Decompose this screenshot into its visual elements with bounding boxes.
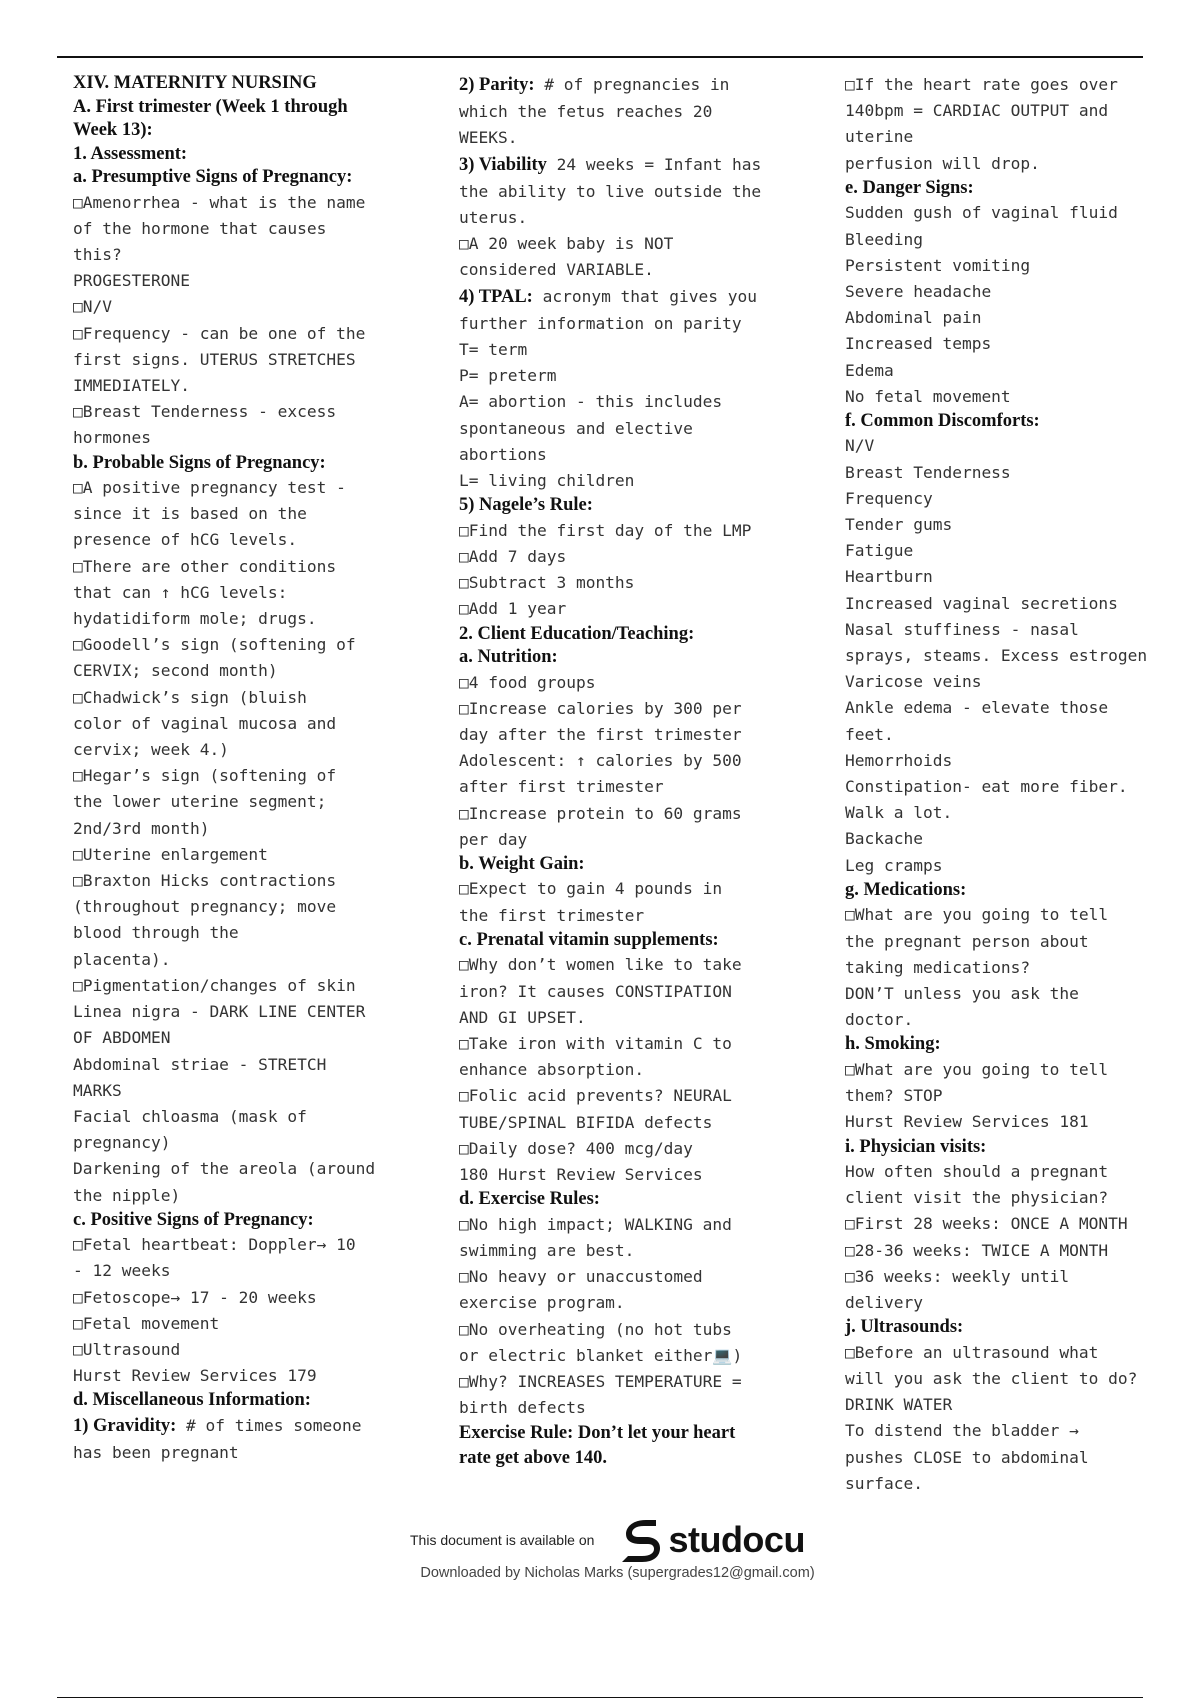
text-line: cervix; week 4.): [73, 740, 229, 760]
text-line: presence of hCG levels.: [73, 530, 298, 550]
term-label: 4) TPAL:: [459, 286, 533, 307]
text-line: □First 28 weeks: ONCE A MONTH: [845, 1214, 1128, 1234]
text-line: □Amenorrhea - what is the name: [73, 192, 366, 212]
text-line: color of vaginal mucosa and: [73, 713, 337, 733]
text-line: □Before an ultrasound what: [845, 1342, 1099, 1362]
text-line: of the hormone that causes: [73, 218, 327, 238]
section-heading: i. Physician visits:: [845, 1136, 987, 1157]
text-line: □A 20 week baby is NOT: [459, 234, 674, 254]
text-line: (throughout pregnancy; move: [73, 897, 337, 917]
text-line: □Why? INCREASES TEMPERATURE =: [459, 1371, 742, 1391]
text-line: Fatigue: [845, 541, 914, 561]
text-line: □36 weeks: weekly until: [845, 1266, 1070, 1286]
text-line: pushes CLOSE to abdominal: [845, 1447, 1089, 1467]
section-heading: 1. Assessment:: [73, 143, 188, 164]
text-line: □Chadwick’s sign (bluish: [73, 687, 307, 707]
text-line: day after the first trimester: [459, 724, 742, 744]
text-line: PROGESTERONE: [73, 271, 190, 291]
text-line: □Find the first day of the LMP: [459, 520, 752, 540]
term-text: # of pregnancies in: [534, 75, 730, 94]
text-line: □What are you going to tell: [845, 1059, 1109, 1079]
section-heading: h. Smoking:: [845, 1034, 941, 1055]
text-line: pregnancy): [73, 1133, 171, 1153]
section-heading: 2. Client Education/Teaching:: [459, 623, 695, 644]
text-line: per day: [459, 829, 528, 849]
text-line: □28-36 weeks: TWICE A MONTH: [845, 1240, 1109, 1260]
term-text: acronym that gives you: [532, 286, 757, 306]
text-line: □If the heart rate goes over: [845, 75, 1118, 94]
downloaded-by-text: Downloaded by Nicholas Marks (supergrades12@gmail.com): [420, 1565, 815, 1581]
text-line: □What are you going to tell: [845, 905, 1109, 925]
text-line: client visit the physician?: [845, 1188, 1109, 1208]
text-line: abortions: [459, 444, 547, 464]
text-line: considered VARIABLE.: [459, 260, 654, 280]
text-line: exercise program.: [459, 1293, 625, 1313]
text-line: No fetal movement: [845, 386, 1011, 406]
studocu-banner[interactable]: [410, 1512, 805, 1568]
section-heading: d. Miscellaneous Information:: [73, 1390, 311, 1411]
text-line: perfusion will drop.: [845, 153, 1040, 173]
text-line: 140bpm = CARDIAC OUTPUT and: [845, 101, 1109, 121]
text-line: enhance absorption.: [459, 1060, 645, 1080]
text-line: - 12 weeks: [73, 1261, 171, 1281]
section-heading: XIV. MATERNITY NURSING: [73, 73, 317, 93]
term-text: 24 weeks = Infant has: [546, 154, 762, 174]
text-line: □Take iron with vitamin C to: [459, 1034, 732, 1053]
bottom-rule: [57, 1697, 1143, 1698]
text-line: Facial chloasma (mask of: [73, 1106, 307, 1126]
text-line: that can ↑ hCG levels:: [73, 582, 288, 602]
text-line: OF ABDOMEN: [73, 1028, 171, 1048]
text-line: □Uterine enlargement: [73, 844, 268, 864]
text-line: □Subtract 3 months: [459, 573, 635, 593]
section-heading: f. Common Discomforts:: [845, 410, 1040, 431]
text-line: the first trimester: [459, 905, 645, 925]
section-heading: j. Ultrasounds:: [845, 1317, 964, 1338]
text-line: Backache: [845, 829, 923, 849]
text-line: L= living children: [459, 471, 635, 491]
text-line: □Why don’t women like to take: [459, 955, 742, 975]
text-line: hormones: [73, 428, 151, 448]
text-line: iron? It causes CONSTIPATION: [459, 981, 732, 1001]
section-heading: d. Exercise Rules:: [459, 1189, 600, 1210]
exercise-rule-note: rate get above 140.: [459, 1448, 607, 1469]
text-line: DON’T unless you ask the: [845, 984, 1079, 1003]
text-line: A= abortion - this includes: [459, 392, 723, 412]
term-text: # of times someone: [176, 1415, 362, 1435]
text-line: blood through the: [73, 923, 239, 943]
text-line: swimming are best.: [459, 1240, 635, 1260]
section-heading: b. Weight Gain:: [459, 853, 585, 874]
text-line: □Goodell’s sign (softening of: [73, 635, 356, 655]
text-line: Constipation- eat more fiber.: [845, 777, 1128, 797]
text-line: □Pigmentation/changes of skin: [73, 975, 356, 995]
section-heading: a. Presumptive Signs of Pregnancy:: [73, 167, 353, 187]
text-line: the lower uterine segment;: [73, 792, 327, 812]
text-line: □Add 1 year: [459, 599, 567, 619]
text-line: □Braxton Hicks contractions: [73, 871, 337, 891]
text-line: MARKS: [73, 1080, 122, 1100]
text-line: placenta).: [73, 949, 171, 969]
text-line: taking medications?: [845, 957, 1031, 977]
term-label: 2) Parity:: [459, 75, 535, 95]
text-line: feet.: [845, 724, 894, 744]
text-line: □Fetal movement: [73, 1313, 220, 1333]
text-line: Frequency: [845, 488, 933, 508]
section-heading: a. Nutrition:: [459, 647, 558, 668]
text-line: the pregnant person about: [845, 931, 1089, 951]
text-line: □Daily dose? 400 mcg/day: [459, 1138, 693, 1158]
term-label: 3) Viability: [459, 154, 547, 175]
text-line: doctor.: [845, 1010, 914, 1030]
text-line: Darkening of the areola (around: [73, 1159, 376, 1179]
text-line: spontaneous and elective: [459, 418, 693, 438]
text-line: Tender gums: [845, 515, 953, 535]
text-line: □No heavy or unaccustomed: [459, 1267, 703, 1287]
text-line: the ability to live outside the: [459, 181, 762, 201]
term-line: [73, 1413, 403, 1440]
text-line: or electric blanket either💻): [459, 1345, 743, 1365]
text-line: Bleeding: [845, 229, 923, 249]
text-line: AND GI UPSET.: [459, 1007, 586, 1027]
text-line: after first trimester: [459, 777, 664, 797]
text-line: □Breast Tenderness - excess: [73, 402, 337, 422]
text-line: Linea nigra - DARK LINE CENTER: [73, 1002, 366, 1022]
text-line: Ankle edema - elevate those: [845, 698, 1109, 718]
text-line: DRINK WATER: [845, 1395, 953, 1415]
text-line: since it is based on the: [73, 504, 307, 524]
section-heading: c. Prenatal vitamin supplements:: [459, 929, 719, 950]
text-line: Severe headache: [845, 281, 992, 301]
text-line: Increased temps: [845, 334, 992, 354]
text-line: which the fetus reaches 20: [459, 102, 713, 122]
text-line: 2nd/3rd month): [73, 818, 210, 838]
text-line: To distend the bladder →: [845, 1421, 1079, 1441]
text-line: Hurst Review Services 179: [73, 1366, 317, 1386]
studocu-logo-icon: [616, 1516, 662, 1564]
text-line: Increased vaginal secretions: [845, 593, 1118, 613]
text-line: Edema: [845, 360, 894, 380]
top-rule: [57, 56, 1143, 58]
section-heading: A. First trimester (Week 1 through: [73, 96, 348, 117]
text-line: sprays, steams. Excess estrogen: [845, 646, 1148, 666]
text-line: Walk a lot.: [845, 803, 953, 823]
text-line: □Folic acid prevents? NEURAL: [459, 1086, 732, 1106]
text-line: has been pregnant: [73, 1443, 239, 1463]
text-line: □No overheating (no hot tubs: [459, 1319, 732, 1339]
text-line: Nasal stuffiness - nasal: [845, 619, 1079, 639]
column-3: [845, 72, 1175, 1497]
section-heading: g. Medications:: [845, 879, 967, 900]
text-line: Varicose veins: [845, 672, 982, 692]
text-line: Heartburn: [845, 567, 933, 587]
text-line: T= term: [459, 340, 528, 360]
section-heading: 5) Nagele’s Rule:: [459, 495, 593, 516]
text-line: further information on parity: [459, 313, 742, 333]
text-line: □No high impact; WALKING and: [459, 1214, 732, 1234]
term-line: [459, 284, 789, 311]
text-line: WEEKS.: [459, 128, 518, 148]
text-line: CERVIX; second month): [73, 661, 278, 681]
column-1: [73, 72, 403, 1466]
term-line: [459, 72, 789, 99]
text-line: How often should a pregnant: [845, 1162, 1109, 1182]
column-2: [459, 72, 789, 1471]
text-line: Sudden gush of vaginal fluid: [845, 203, 1118, 223]
text-line: □Fetoscope→ 17 - 20 weeks: [73, 1287, 317, 1307]
text-line: Persistent vomiting: [845, 255, 1031, 275]
text-line: Adolescent: ↑ calories by 500: [459, 751, 742, 771]
text-line: □There are other conditions: [73, 556, 337, 576]
text-line: IMMEDIATELY.: [73, 375, 190, 395]
text-line: this?: [73, 244, 122, 264]
text-line: surface.: [845, 1473, 923, 1493]
text-line: □Expect to gain 4 pounds in: [459, 879, 723, 899]
exercise-rule-note: Exercise Rule: Don’t let your heart: [459, 1423, 736, 1444]
text-line: □Increase protein to 60 grams: [459, 803, 742, 823]
text-line: them? STOP: [845, 1086, 943, 1106]
text-line: hydatidiform mole; drugs.: [73, 609, 317, 629]
text-line: Abdominal striae - STRETCH: [73, 1054, 327, 1074]
text-line: will you ask the client to do?: [845, 1368, 1138, 1388]
text-line: Breast Tenderness: [845, 462, 1011, 482]
text-line: delivery: [845, 1293, 923, 1313]
text-line: □Ultrasound: [73, 1340, 181, 1360]
text-line: □N/V: [73, 297, 112, 317]
text-line: Hemorrhoids: [845, 750, 953, 770]
text-line: □Frequency - can be one of the: [73, 323, 366, 343]
text-line: first signs. UTERUS STRETCHES: [73, 349, 356, 369]
text-line: □4 food groups: [459, 672, 596, 692]
section-heading: Week 13):: [73, 120, 153, 140]
text-line: Leg cramps: [845, 855, 943, 875]
text-line: uterine: [845, 127, 914, 147]
text-line: uterus.: [459, 208, 528, 228]
text-line: Hurst Review Services 181: [845, 1112, 1089, 1132]
text-line: TUBE/SPINAL BIFIDA defects: [459, 1112, 713, 1132]
text-line: □Hegar’s sign (softening of: [73, 766, 337, 786]
text-line: birth defects: [459, 1398, 586, 1418]
text-line: □Increase calories by 300 per: [459, 698, 742, 718]
term-line: [459, 152, 789, 179]
section-heading: c. Positive Signs of Pregnancy:: [73, 1209, 314, 1230]
section-heading: e. Danger Signs:: [845, 177, 974, 198]
text-line: □A positive pregnancy test -: [73, 478, 346, 498]
section-heading: b. Probable Signs of Pregnancy:: [73, 452, 326, 473]
available-on-text: This document is available on: [410, 1532, 595, 1548]
text-line: the nipple): [73, 1185, 181, 1205]
text-line: 180 Hurst Review Services: [459, 1165, 703, 1185]
text-line: N/V: [845, 436, 875, 456]
text-line: P= preterm: [459, 366, 557, 386]
text-line: Abdominal pain: [845, 308, 982, 328]
text-line: □Fetal heartbeat: Doppler→ 10: [73, 1235, 356, 1255]
text-line: □Add 7 days: [459, 546, 567, 566]
studocu-brand: studocu: [668, 1519, 805, 1560]
term-label: 1) Gravidity:: [73, 1415, 177, 1436]
